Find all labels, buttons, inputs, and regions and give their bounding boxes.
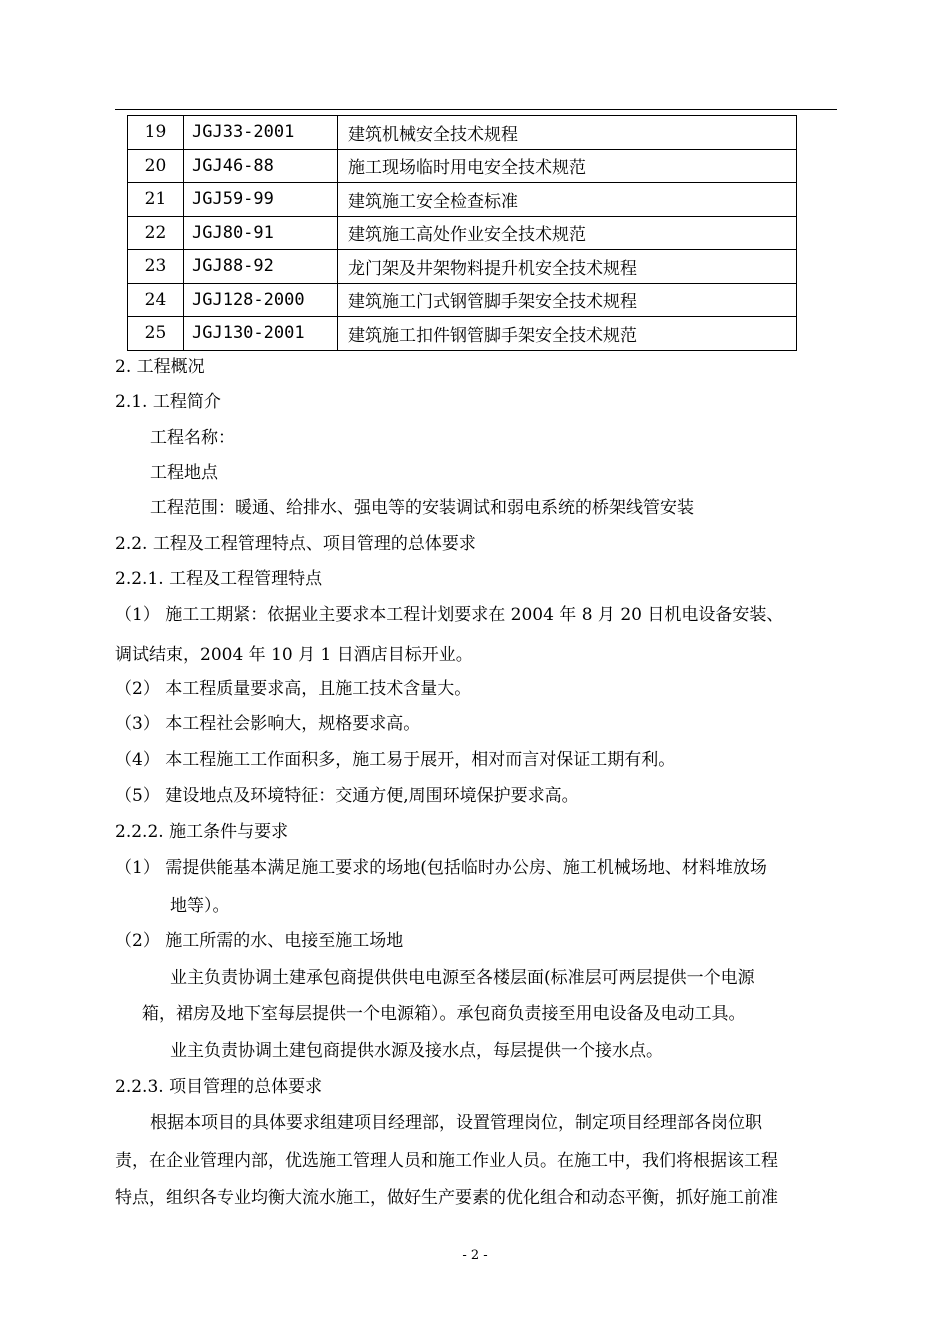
table-row (128, 283, 797, 317)
row-number: 19 (128, 116, 184, 150)
table-row (128, 216, 797, 250)
standard-title: 建筑施工安全检查标准 (338, 183, 797, 217)
standard-code: JGJ128-2000 (184, 283, 338, 317)
standard-title: 龙门架及井架物料提升机安全技术规程 (338, 250, 797, 284)
standard-title: 建筑施工高处作业安全技术规范 (338, 216, 797, 250)
paragraph-line: 工程范围：暖通、给排水、强电等的安装调试和弱电系统的桥架线管安装 (150, 498, 694, 518)
list-item: （4） 本工程施工工作面积多，施工易于展开，相对而言对保证工期有利。 (115, 750, 676, 770)
table-row (128, 149, 797, 183)
list-item: （2） 施工所需的水、电接至施工场地 (115, 931, 404, 951)
section-heading: 2.2. 工程及工程管理特点、项目管理的总体要求 (115, 534, 476, 554)
paragraph-line: 调试结束，2004 年 10 月 1 日酒店目标开业。 (115, 645, 473, 665)
row-number: 25 (128, 317, 184, 351)
list-item: （2） 本工程质量要求高，且施工技术含量大。 (115, 679, 472, 699)
paragraph-line: 责，在企业管理内部，优选施工管理人员和施工作业人员。在施工中，我们将根据该工程 (115, 1151, 778, 1171)
row-number: 24 (128, 283, 184, 317)
paragraph-line: 箱，裙房及地下室每层提供一个电源箱）。承包商负责接至用电设备及电动工具。 (142, 1004, 746, 1024)
standard-title: 施工现场临时用电安全技术规范 (338, 149, 797, 183)
standard-code: JGJ88-92 (184, 250, 338, 284)
paragraph-line: 业主负责协调土建承包商提供供电电源至各楼层面(标准层可两层提供一个电源 (170, 968, 755, 988)
list-item: （1） 施工工期紧：依据业主要求本工程计划要求在 2004 年 8 月 20 日机电设备安装、 (115, 605, 784, 625)
table-row (128, 317, 797, 351)
section-heading: 2.1. 工程简介 (115, 392, 221, 412)
table-row (128, 183, 797, 217)
page-number: - 2 - (462, 1248, 488, 1263)
section-heading: 2.2.1. 工程及工程管理特点 (115, 569, 323, 589)
paragraph-line: 工程名称： (150, 428, 235, 448)
row-number: 20 (128, 149, 184, 183)
table-row (128, 116, 797, 150)
standard-code: JGJ33-2001 (184, 116, 338, 150)
paragraph-line: 地等）。 (170, 896, 230, 916)
table-row (128, 250, 797, 284)
row-number: 21 (128, 183, 184, 217)
standard-code: JGJ80-91 (184, 216, 338, 250)
paragraph-line: 特点，组织各专业均衡大流水施工，做好生产要素的优化组合和动态平衡，抓好施工前准 (115, 1188, 778, 1208)
list-item: （5） 建设地点及环境特征：交通方便,周围环境保护要求高。 (115, 786, 579, 806)
standard-title: 建筑施工扣件钢管脚手架安全技术规范 (338, 317, 797, 351)
header-rule (115, 109, 837, 110)
paragraph-line: 根据本项目的具体要求组建项目经理部，设置管理岗位，制定项目经理部各岗位职 (150, 1113, 762, 1133)
standards-table (127, 115, 797, 351)
standard-title: 建筑机械安全技术规程 (338, 116, 797, 150)
row-number: 23 (128, 250, 184, 284)
standard-code: JGJ59-99 (184, 183, 338, 217)
list-item: （3） 本工程社会影响大，规格要求高。 (115, 714, 421, 734)
paragraph-line: 业主负责协调土建包商提供水源及接水点，每层提供一个接水点。 (170, 1041, 663, 1061)
section-heading: 2. 工程概况 (115, 357, 205, 377)
list-item: （1） 需提供能基本满足施工要求的场地(包括临时办公房、施工机械场地、材料堆放场 (115, 858, 767, 878)
section-heading: 2.2.3. 项目管理的总体要求 (115, 1077, 323, 1097)
paragraph-line: 工程地点 (150, 463, 218, 483)
section-heading: 2.2.2. 施工条件与要求 (115, 822, 289, 842)
standard-title: 建筑施工门式钢管脚手架安全技术规程 (338, 283, 797, 317)
standard-code: JGJ130-2001 (184, 317, 338, 351)
standard-code: JGJ46-88 (184, 149, 338, 183)
row-number: 22 (128, 216, 184, 250)
